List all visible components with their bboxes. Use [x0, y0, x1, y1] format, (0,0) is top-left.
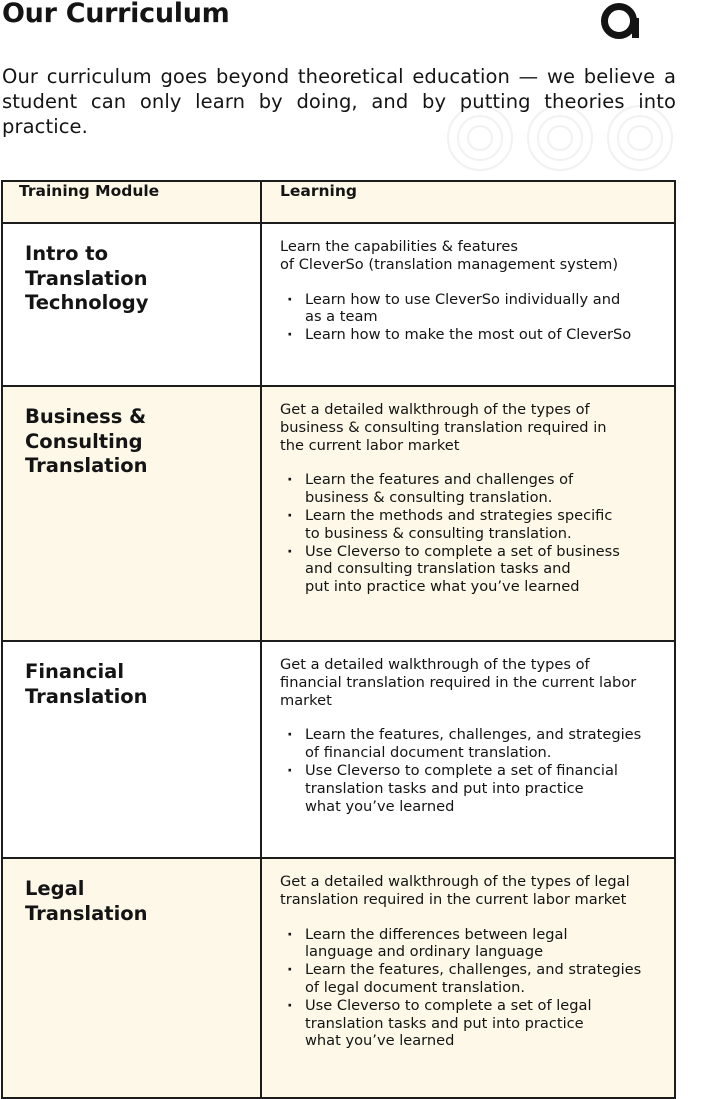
bullet-item — [280, 326, 664, 344]
description-line: Get a detailed walkthrough of the types of legal — [280, 873, 630, 890]
intro-paragraph: Our curriculum goes beyond theoretical education — we believe a student can only learn by doing, and by putting theories into practice. — [2, 65, 676, 138]
description-line: business & consulting translation required in — [280, 418, 607, 436]
module-name-line: Business & — [25, 405, 147, 428]
module-name — [2, 858, 261, 1098]
module-name-line: Translation — [25, 454, 148, 477]
bullet-item — [280, 926, 664, 962]
learning-description — [280, 873, 664, 909]
module-name-line: Translation — [25, 684, 148, 708]
bullet-item — [280, 726, 664, 762]
table-row — [2, 858, 675, 1098]
bullet-item — [280, 961, 664, 997]
learning-cell — [261, 858, 675, 1098]
description-line: Get a detailed walkthrough of the types of — [280, 401, 590, 418]
bullet-line: translation tasks and put into practice — [305, 1014, 584, 1032]
bullet-line: what you’ve learned — [305, 1032, 455, 1050]
description-line: translation required in the current labor market — [280, 890, 627, 908]
module-name — [2, 223, 261, 386]
bullet-item — [280, 291, 664, 327]
description-line: Learn the capabilities & features — [280, 238, 518, 255]
description-line: financial translation required in the current labor — [280, 673, 637, 691]
bullet-line: · Use Cleverso to complete a set of business — [305, 542, 620, 560]
module-name — [2, 386, 261, 641]
module-name — [2, 641, 261, 858]
bullet-line: · Learn how to use CleverSo individually and — [305, 290, 621, 308]
learning-bullets — [280, 926, 664, 1051]
curriculum-table — [1, 180, 676, 1099]
bullet-item — [280, 762, 664, 815]
column-header-learning: Learning — [261, 181, 675, 223]
bullet-item — [280, 471, 664, 507]
bullet-line: put into practice what you’ve learned — [305, 578, 580, 596]
bullet-line: · Learn the features and challenges of — [305, 471, 574, 489]
bullet-line: · Learn the features, challenges, and strategies — [305, 726, 642, 744]
table-row — [2, 223, 675, 386]
module-name-line: Legal — [25, 877, 85, 900]
bullet-line: to business & consulting translation. — [305, 524, 572, 542]
bullet-line: · Use Cleverso to complete a set of legal — [305, 996, 592, 1014]
learning-bullets — [280, 726, 664, 815]
learning-description — [280, 238, 664, 274]
bullet-item — [280, 507, 664, 543]
description-line: Get a detailed walkthrough of the types of — [280, 656, 590, 673]
learning-description — [280, 401, 664, 454]
description-line: the current labor market — [280, 436, 460, 454]
module-name-line: Technology — [25, 291, 149, 314]
bullet-line: · Learn the features, challenges, and strategies — [305, 961, 642, 979]
module-name-line: Consulting — [25, 429, 143, 453]
bullet-line: of financial document translation. — [305, 744, 552, 762]
learning-bullets — [280, 471, 664, 596]
bullet-line: translation tasks and put into practice — [305, 779, 584, 797]
learning-cell — [261, 386, 675, 641]
bullet-item — [280, 997, 664, 1050]
module-name-line: Financial — [25, 660, 125, 683]
bullet-line: · Learn how to make the most out of CleverSo — [305, 326, 632, 344]
bullet-line: language and ordinary language — [305, 943, 544, 961]
bullet-line: · Use Cleverso to complete a set of financial — [305, 761, 618, 779]
description-line: market — [280, 691, 332, 709]
learning-cell — [261, 223, 675, 386]
learning-cell — [261, 641, 675, 858]
bullet-line: and consulting translation tasks and — [305, 560, 571, 578]
bullet-line: as a team — [305, 308, 378, 326]
page-title: Our Curriculum — [2, 0, 230, 29]
module-name-line: Intro to — [25, 242, 108, 265]
table-header-row — [2, 181, 675, 223]
bullet-line: of legal document translation. — [305, 978, 526, 996]
module-name-line: Translation — [25, 266, 148, 290]
bullet-line: what you’ve learned — [305, 797, 455, 815]
bullet-line: · Learn the methods and strategies specific — [305, 506, 613, 524]
bullet-item — [280, 543, 664, 596]
module-name-line: Translation — [25, 901, 148, 925]
learning-bullets — [280, 291, 664, 344]
column-header-training-module: Training Module — [2, 181, 261, 223]
bullet-line: business & consulting translation. — [305, 489, 553, 507]
learning-description — [280, 656, 664, 709]
bullet-line: · Learn the differences between legal — [305, 925, 568, 943]
letter-a-logo-icon — [600, 2, 642, 40]
table-row — [2, 386, 675, 641]
table-row — [2, 641, 675, 858]
description-line: of CleverSo (translation management system) — [280, 255, 619, 273]
